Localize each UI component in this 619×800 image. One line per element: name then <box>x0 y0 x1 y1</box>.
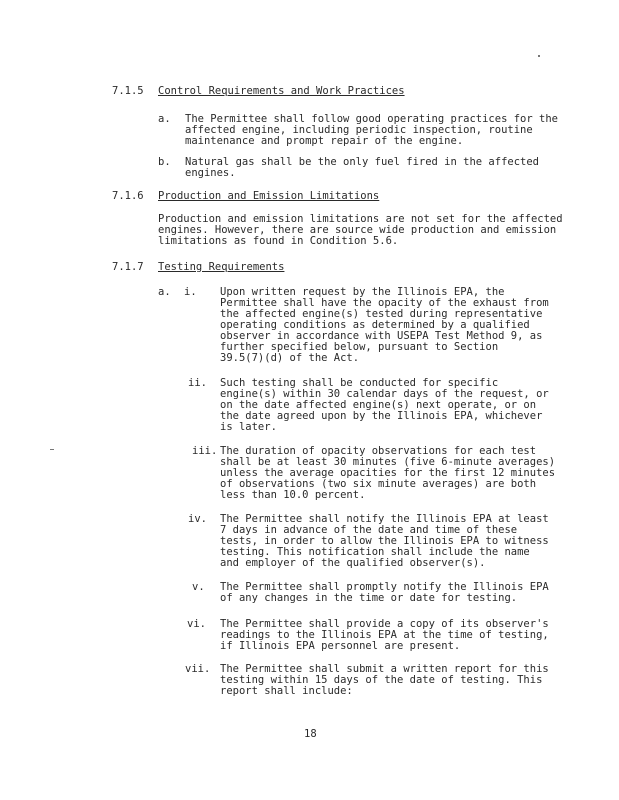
item-line: Such testing shall be conducted for specific <box>220 377 499 389</box>
item-line: the date agreed upon by the Illinois EPA, whichever <box>220 410 543 422</box>
scan-speck <box>538 55 540 57</box>
item-label: iii. <box>192 445 218 457</box>
item-line: 7 days in advance of the date and time of these <box>220 524 518 536</box>
item-line: on the date affected engine(s) next operate, or on <box>220 399 537 411</box>
item-label: iv. <box>188 513 207 525</box>
subsection-label: a. <box>158 286 171 298</box>
item-line: Permittee shall have the opacity of the exhaust from <box>220 297 549 309</box>
item-label: i. <box>184 286 197 298</box>
item-label: vii. <box>185 663 211 675</box>
section-heading: Control Requirements and Work Practices <box>158 85 405 97</box>
item-line: the affected engine(s) tested during representative <box>220 308 543 320</box>
item-line: The Permittee shall submit a written report for this <box>220 663 549 675</box>
item-line: is later. <box>220 421 277 433</box>
item-line: Upon written request by the Illinois EPA, the <box>220 286 505 298</box>
section-number: 7.1.5 <box>112 85 144 97</box>
item-label: v. <box>192 581 205 593</box>
paragraph-line: engines. However, there are source wide production and emission <box>158 224 557 236</box>
item-line: of any changes in the time or date for testing. <box>220 592 518 604</box>
item-line: tests, in order to allow the Illinois EPA to witness <box>220 535 549 547</box>
item-label: vi. <box>187 618 206 630</box>
item-line: less than 10.0 percent. <box>220 489 366 501</box>
item-label: a. <box>158 113 171 125</box>
item-line: shall be at least 30 minutes (five 6-minute averages) <box>220 456 556 468</box>
paragraph-line: limitations as found in Condition 5.6. <box>158 235 399 247</box>
item-line: engine(s) within 30 calendar days of the request, or <box>220 388 549 400</box>
item-line: report shall include: <box>220 685 353 697</box>
item-label: ii. <box>188 377 207 389</box>
item-line: The Permittee shall provide a copy of its observer's <box>220 618 549 630</box>
item-label: b. <box>158 156 171 168</box>
item-line: testing within 15 days of the date of testing. This <box>220 674 543 686</box>
item-line: unless the average opacities for the first 12 minutes <box>220 467 556 479</box>
item-line: 39.5(7)(d) of the Act. <box>220 352 360 364</box>
section-heading: Production and Emission Limitations <box>158 190 380 202</box>
item-line: maintenance and prompt repair of the engine. <box>185 135 464 147</box>
item-line: testing. This notification shall include the name <box>220 546 530 558</box>
page-number: 18 <box>304 728 317 740</box>
item-line: further specified below, pursuant to Section <box>220 341 499 353</box>
section-number: 7.1.7 <box>112 261 144 273</box>
item-line: observer in accordance with USEPA Test Method 9, as <box>220 330 543 342</box>
item-line: Natural gas shall be the only fuel fired in the affected <box>185 156 540 168</box>
item-line: The duration of opacity observations for each test <box>220 445 537 457</box>
item-line: The Permittee shall follow good operating practices for the <box>185 113 558 125</box>
section-number: 7.1.6 <box>112 190 144 202</box>
item-line: and employer of the qualified observer(s). <box>220 557 486 569</box>
item-line: of observations (two six minute averages) are both <box>220 478 537 490</box>
item-line: affected engine, including periodic inspection, routine <box>185 124 533 136</box>
paragraph-line: Production and emission limitations are not set for the affected <box>158 213 563 225</box>
margin-mark <box>50 449 54 450</box>
item-line: operating conditions as determined by a qualified <box>220 319 530 331</box>
item-line: engines. <box>185 167 236 179</box>
item-line: The Permittee shall notify the Illinois EPA at least <box>220 513 549 525</box>
item-line: readings to the Illinois EPA at the time of testing, <box>220 629 549 641</box>
item-line: The Permittee shall promptly notify the Illinois EPA <box>220 581 549 593</box>
item-line: if Illinois EPA personnel are present. <box>220 640 461 652</box>
section-heading: Testing Requirements <box>158 261 285 273</box>
